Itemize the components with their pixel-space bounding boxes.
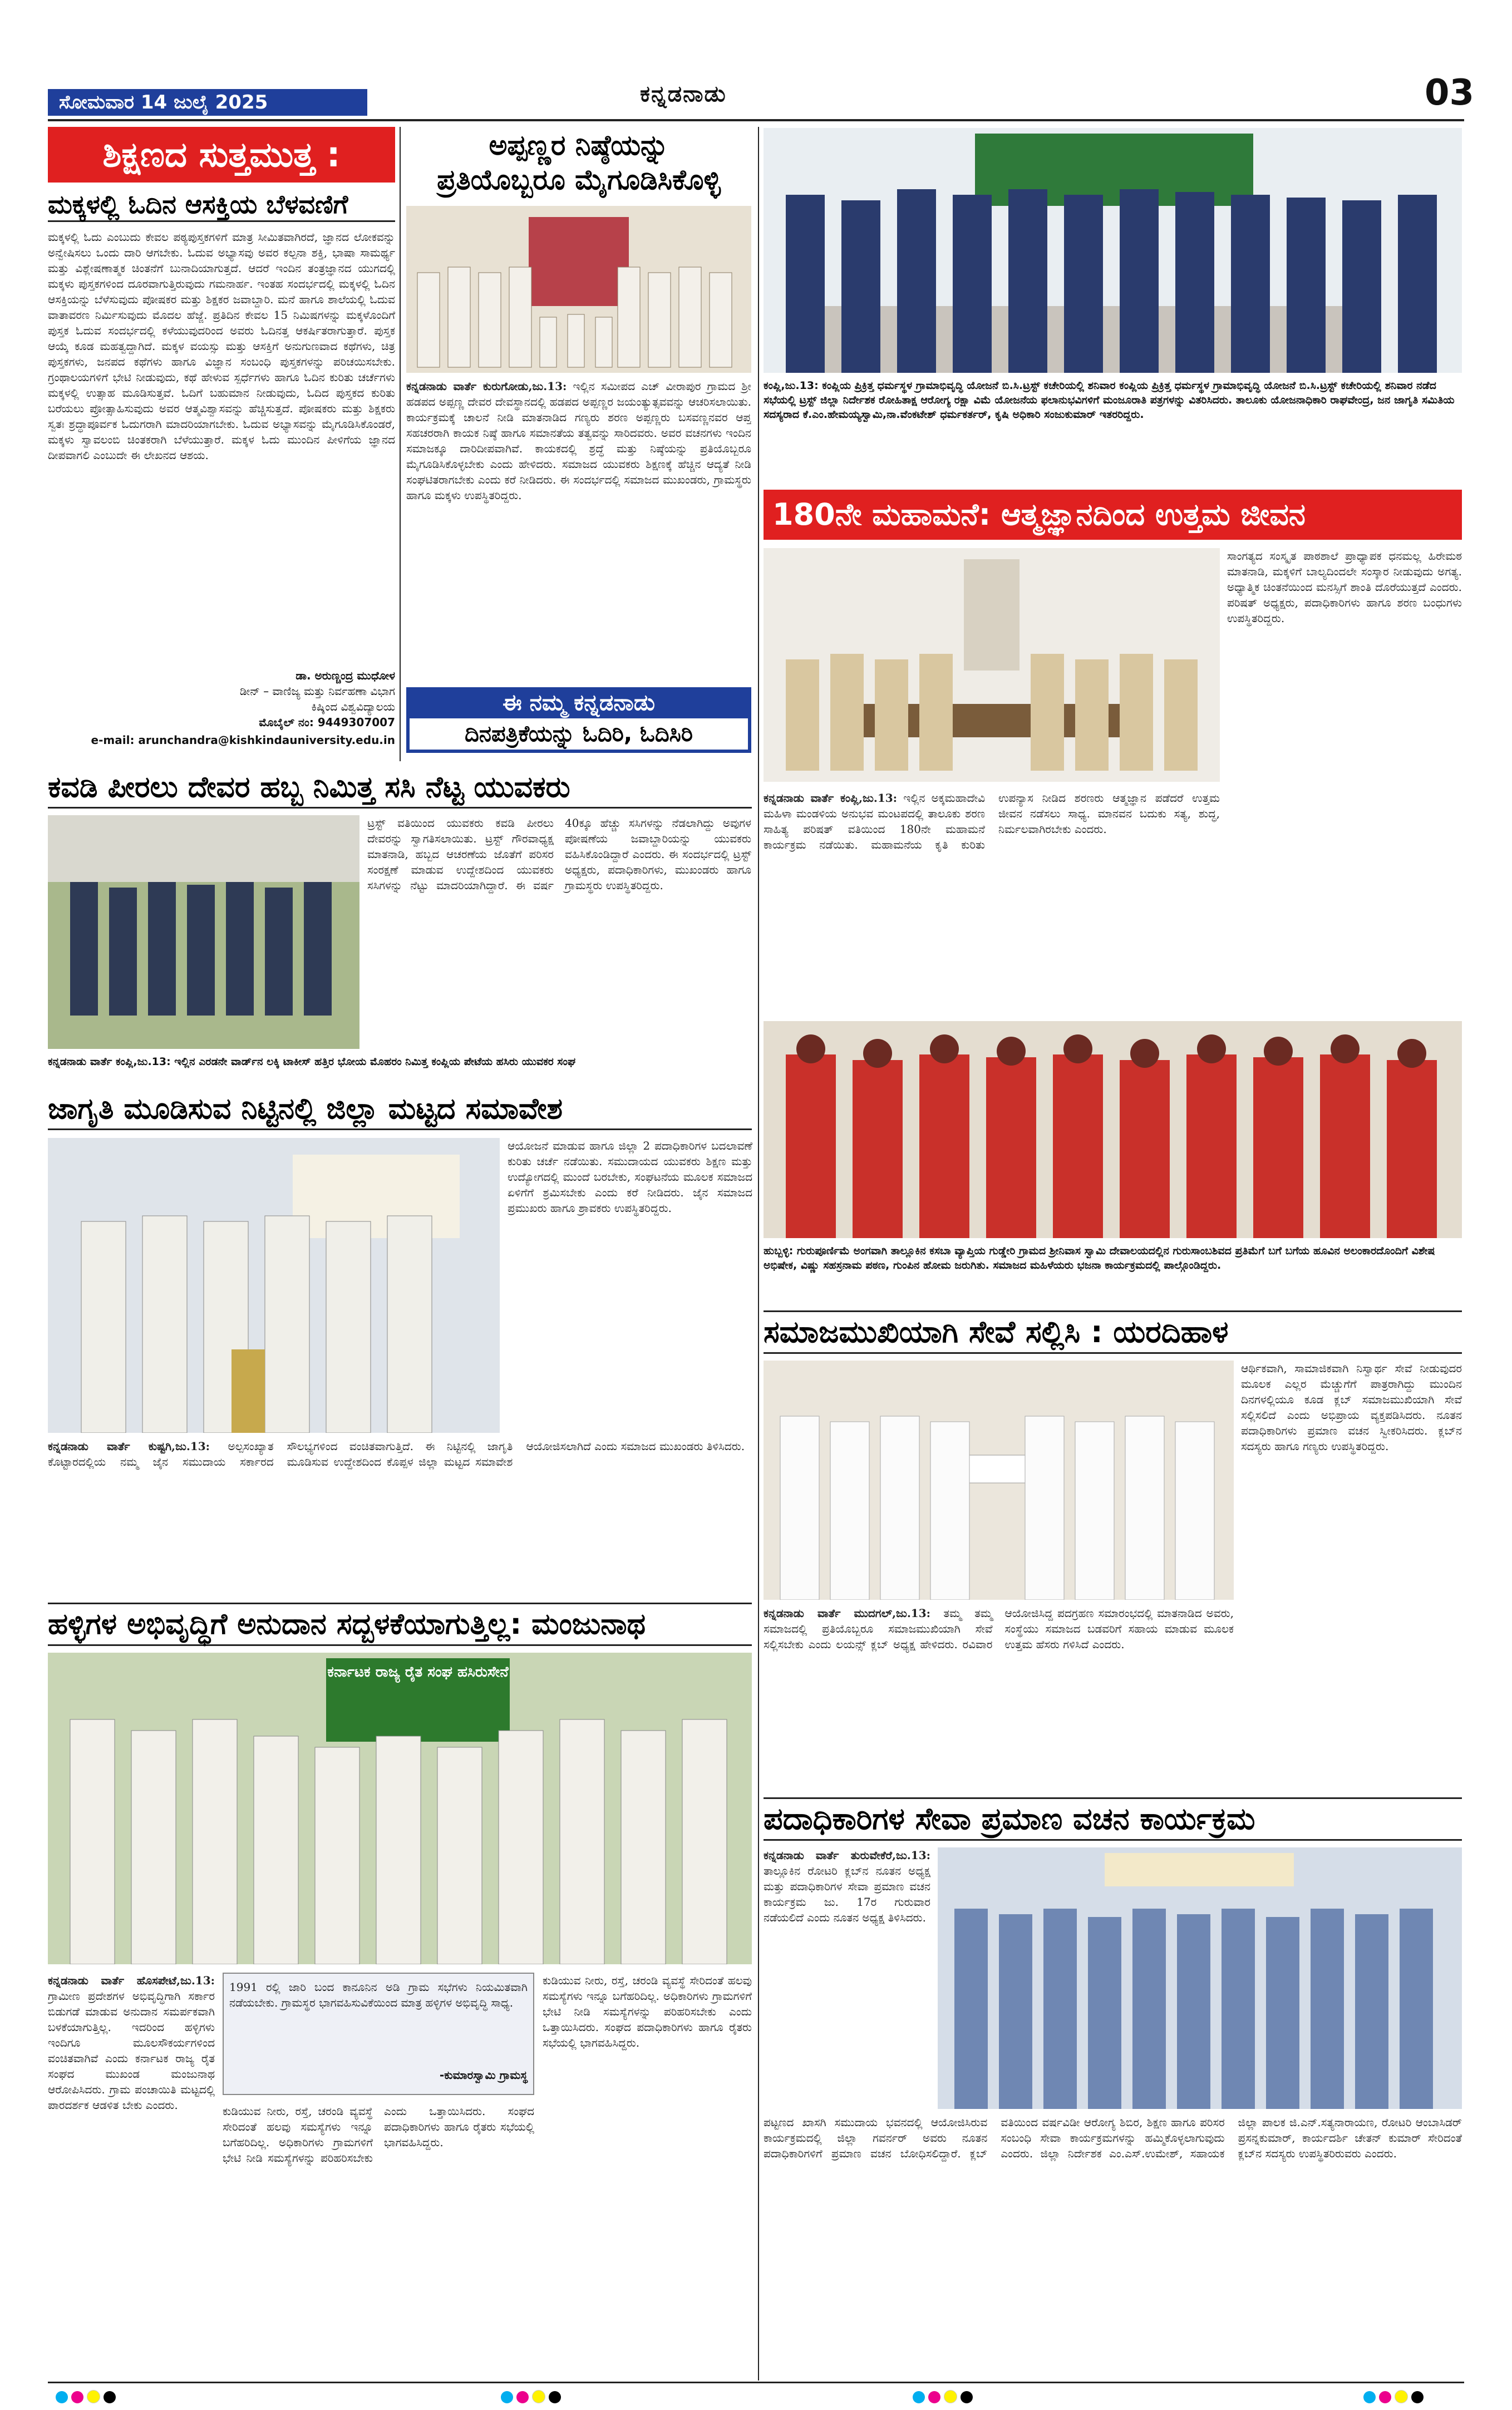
pledge-dateline: ಕನ್ನಡನಾಡು ವಾರ್ತೆ ತುರುವೇಕೆರೆ,ಜು.13: bbox=[764, 1849, 930, 1862]
jagruti-body-bottom bbox=[48, 1438, 752, 1594]
women-photo bbox=[764, 1021, 1462, 1238]
mahamane-body-right: ಸಾಂಗತ್ಯದ ಸಂಸ್ಕೃತ ಪಾಠಶಾಲೆ ಪ್ರಾಧ್ಯಾಪಕ ಧನಮಲ್ಲ ಹಿರೇಮಠ ಮಾತನಾಡಿ, ಮಕ್ಕಳಿಗೆ ಬಾಲ್ಯದಿಂದಲೇ ಸಂಸ್ಕಾರ ನೀಡುವುದು ಅಗತ್ಯ. ಅಧ್ಯಾತ್ಮಿಕ ಚಿಂತನೆಯಿಂದ ಮನಸ್ಸಿಗೆ ಶಾಂತಿ ದೊರೆಯುತ್ತದೆ ಎಂದರು. ಪರಿಷತ್ ಅಧ್ಯಕ್ಷರು, ಪದಾಧಿಕಾರಿಗಳು ಹಾಗೂ ಶರಣ ಬಂಧುಗಳು ಉಪಸ್ಥಿತರಿದ್ದರು. bbox=[1227, 549, 1462, 625]
manjunath-dateline: ಕನ್ನಡನಾಡು ವಾರ್ತೆ ಹೊಸಪೇಟೆ,ಜು.13: bbox=[48, 1974, 215, 1987]
pledge-text: ತಾಲ್ಲೂಕಿನ ರೋಟರಿ ಕ್ಲಬ್‌ನ ನೂತನ ಅಧ್ಯಕ್ಷ ಮತ್ತು ಪದಾಧಿಕಾರಿಗಳ ಸೇವಾ ಪ್ರಮಾಣ ವಚನ ಕಾರ್ಯಕ್ರಮ ಜು. 17ರ ಗುರುವಾರ ನಡೆಯಲಿದೆ ಎಂದು ನೂತನ ಅಧ್ಯಕ್ಷ ತಿಳಿಸಿದರು. bbox=[764, 1864, 930, 1924]
appanna-photo bbox=[406, 206, 751, 373]
jagruti-photo bbox=[48, 1138, 500, 1433]
column-rule bbox=[400, 127, 401, 761]
registration-marks-right bbox=[1363, 2390, 1427, 2406]
manjunath-text: ಗ್ರಾಮೀಣ ಪ್ರದೇಶಗಳ ಅಭಿವೃದ್ಧಿಗಾಗಿ ಸರ್ಕಾರ ಬಿಡುಗಡೆ ಮಾಡುವ ಅನುದಾನ ಸಮರ್ಪಕವಾಗಿ ಬಳಕೆಯಾಗುತ್ತಿಲ್ಲ. ಇದರಿಂದ ಹಳ್ಳಿಗಳು ಇಂದಿಗೂ ಮೂಲಸೌಕರ್ಯಗಳಿಂದ ವಂಚಿತವಾಗಿವೆ ಎಂದು ಕರ್ನಾಟಕ ರಾಜ್ಯ ರೈತ ಸಂಘದ ಮುಖಂಡ ಮಂಜುನಾಥ ಆರೋಪಿಸಿದರು. ಗ್ರಾಮ ಪಂಚಾಯಿತಿ ಮಟ್ಟದಲ್ಲಿ ಪಾರದರ್ಶಕ ಆಡಳಿತ ಬೇಕು ಎಂದರು. bbox=[48, 1989, 215, 2112]
subscribe-ad-line2: ದಿನಪತ್ರಿಕೆಯನ್ನು ಓದಿರಿ, ಓದಿಸಿರಿ bbox=[410, 718, 748, 750]
pledge-body-left bbox=[764, 1847, 930, 2109]
jagruti-text: ಅಲ್ಪಸಂಖ್ಯಾತ ಕೊಟ್ಟಾರದಲ್ಲಿಯ ನಮ್ಮ ಜೈನ ಸಮುದಾಯ ಸರ್ಕಾರದ ಸೌಲಭ್ಯಗಳಿಂದ ವಂಚಿತವಾಗುತ್ತಿದೆ. ಈ ನಿಟ್ಟಿನಲ್ಲಿ ಜಾಗೃತಿ ಮೂಡಿಸುವ ಉದ್ದೇಶದಿಂದ ಕೊಪ್ಪಳ ಜಿಲ್ಲಾ ಮಟ್ಟದ ಸಮಾವೇಶ ಆಯೋಜಿಸಲಾಗಿದೆ ಎಂದು ಸಮಾಜದ ಮುಖಂಡರು ತಿಳಿಸಿದರು. bbox=[48, 1440, 745, 1468]
manjunath-headline: ಹಳ್ಳಿಗಳ ಅಭಿವೃದ್ಧಿಗೆ ಅನುದಾನ ಸದ್ಬಳಕೆಯಾಗುತ್ತಿಲ್ಲ: ಮಂಜುನಾಥ bbox=[48, 1603, 752, 1646]
training-photo bbox=[764, 128, 1462, 373]
pledge-body2: ಪಟ್ಟಣದ ಖಾಸಗಿ ಸಮುದಾಯ ಭವನದಲ್ಲಿ ಆಯೋಜಿಸಿರುವ ಕಾರ್ಯಕ್ರಮದಲ್ಲಿ ಜಿಲ್ಲಾ ಗವರ್ನರ್ ಅವರು ನೂತನ ಪದಾಧಿಕಾರಿಗಳಿಗೆ ಪ್ರಮಾಣ ವಚನ ಬೋಧಿಸಲಿದ್ದಾರೆ. ಕ್ಲಬ್ ವತಿಯಿಂದ ವರ್ಷವಿಡೀ ಆರೋಗ್ಯ ಶಿಬಿರ, ಶಿಕ್ಷಣ ಹಾಗೂ ಪರಿಸರ ಸಂಬಂಧಿ ಸೇವಾ ಕಾರ್ಯಕ್ರಮಗಳನ್ನು ಹಮ್ಮಿಕೊಳ್ಳಲಾಗುವುದು ಎಂದರು. bbox=[764, 2116, 1225, 2160]
issue-date: ಸೋಮವಾರ 14 ಜುಲೈ 2025 bbox=[48, 89, 367, 116]
author-role: ಡೀನ್ – ವಾಣಿಜ್ಯ ಮತ್ತು ನಿರ್ವಹಣಾ ವಿಭಾಗ bbox=[239, 684, 395, 698]
manjunath-quote-box bbox=[223, 1973, 534, 2095]
samaja-body-right: ಆರ್ಥಿಕವಾಗಿ, ಸಾಮಾಜಿಕವಾಗಿ ನಿಸ್ವಾರ್ಥ ಸೇವೆ ನೀಡುವುದರ ಮೂಲಕ ಎಲ್ಲರ ಮೆಚ್ಚುಗೆಗೆ ಪಾತ್ರರಾಗಿದ್ದು ಮುಂದಿನ ದಿನಗಳಲ್ಲಿಯೂ ಕೂಡ ಕ್ಲಬ್ ಸಮಾಜಮುಖಿಯಾಗಿ ಸೇವೆ ಸಲ್ಲಿಸಲಿದೆ ಎಂದು ಅಭಿಪ್ರಾಯ ವ್ಯಕ್ತಪಡಿಸಿದರು. ನೂತನ ಪದಾಧಿಕಾರಿಗಳು ಪ್ರಮಾಣ ವಚನ ಸ್ವೀಕರಿಸಿದರು. ಕ್ಲಬ್‌ನ ಸದಸ್ಯರು ಹಾಗೂ ಗಣ್ಯರು ಉಪಸ್ಥಿತರಿದ್ದರು. bbox=[1241, 1362, 1462, 1453]
mahamane-photo bbox=[764, 548, 1220, 782]
kavadi-caption: ಕನ್ನಡನಾಡು ವಾರ್ತೆ ಕಂಪ್ಲಿ,ಜು.13: ಇಲ್ಲಿನ ಎರಡನೇ ವಾರ್ಡ್‌ನ ಲಕ್ಕಿ ಟಾಕೀಸ್ ಹತ್ತಿರ ಭೋಯ ಮೊಹರಂ ನಿಮಿತ್ತ ಕಂಪ್ಲಿಯ ಪೇಟೆಯ ಹಸಿರು ಯುವಕರ ಸಂಘ bbox=[48, 1056, 576, 1068]
appanna-dateline: ಕನ್ನಡನಾಡು ವಾರ್ತೆ ಕುರುಗೋಡು,ಜು.13: bbox=[406, 380, 567, 393]
subscribe-ad-line1: ಈ ನಮ್ಮ ಕನ್ನಡನಾಡು bbox=[503, 690, 655, 716]
jagruti-headline: ಜಾಗೃತಿ ಮೂಡಿಸುವ ನಿಟ್ಟಿನಲ್ಲಿ ಜಿಲ್ಲಾ ಮಟ್ಟದ ಸಮಾವೇಶ bbox=[48, 1090, 752, 1130]
kavadi-photo bbox=[48, 815, 359, 1049]
pledge-body3: ಜಿಲ್ಲಾ ನಿರ್ದೇಶಕ ಎಂ.ಎಸ್.ಉಮೇಶ್, ಸಹಾಯಕ ಜಿಲ್ಲಾ ಪಾಲಕ ಜಿ.ಎನ್.ಸತ್ಯನಾರಾಯಣ, ರೋಟರಿ ಆಂಬಾಸಿಡರ್ ಪ್ರಸನ್ನಕುಮಾರ್, ಕಾರ್ಯದರ್ಶಿ ಚೇತನ್ ಕುಮಾರ್ ಸೇರಿದಂತೆ ಕ್ಲಬ್‌ನ ಸದಸ್ಯರು ಉಪಸ್ಥಿತರಿರುವರು ಎಂದರು. bbox=[1040, 2116, 1462, 2160]
mahamane-body-left bbox=[764, 790, 1220, 1013]
appanna-headline-line1: ಅಪ್ಪಣ್ಣರ ನಿಷ್ಠೆಯನ್ನು bbox=[489, 129, 669, 161]
manjunath-quote-author: -ಕುಮಾರಸ್ವಾಮಿ ಗ್ರಾಮಸ್ಥ bbox=[439, 2068, 528, 2082]
appanna-headline-line2: ಪ್ರತಿಯೊಬ್ಬರೂ ಮೈಗೂಡಿಸಿಕೊಳ್ಳಿ bbox=[437, 164, 721, 196]
author-phone: ಮೊಬೈಲ್ ನಂ: 9449307007 bbox=[259, 716, 395, 729]
kavadi-headline: ಕವಡಿ ಪೀರಲು ದೇವರ ಹಬ್ಬ ನಿಮಿತ್ತ ಸಸಿ ನೆಟ್ಟ ಯುವಕರು bbox=[48, 768, 752, 809]
footer-rule bbox=[48, 2382, 1464, 2383]
education-headline: ಮಕ್ಕಳಲ್ಲಿ ಓದಿನ ಆಸಕ್ತಿಯ ಬೆಳವಣಿಗೆ bbox=[48, 188, 395, 222]
jagruti-body-right: ಆಯೋಜನೆ ಮಾಡುವ ಹಾಗೂ ಜಿಲ್ಲಾ 2 ಪದಾಧಿಕಾರಿಗಳ ಬದಲಾವಣೆ ಕುರಿತು ಚರ್ಚೆ ನಡೆಯಿತು. ಸಮುದಾಯದ ಯುವಕರು ಶಿಕ್ಷಣ ಮತ್ತು ಉದ್ಯೋಗದಲ್ಲಿ ಮುಂದೆ ಬರಬೇಕು, ಸಂಘಟನೆಯ ಮೂಲಕ ಸಮಾಜದ ಏಳಿಗೆಗೆ ಶ್ರಮಿಸಬೇಕು ಎಂದು ಕರೆ ನೀಡಿದರು. ಜೈನ ಸಮಾಜದ ಪ್ರಮುಖರು ಹಾಗೂ ಶ್ರಾವಕರು ಉಪಸ್ಥಿತರಿದ್ದರು. bbox=[508, 1139, 752, 1215]
women-caption: ಹುಬ್ಬಳ್ಳಿ: ಗುರುಪೂರ್ಣಿಮೆ ಅಂಗವಾಗಿ ತಾಲ್ಲೂಕಿನ ಕಸಬಾ ವ್ಯಾಪ್ತಿಯ ಗುಡ್ಡೇರಿ ಗ್ರಾಮದ ಶ್ರೀನಿವಾಸ ಸ್ವಾಮಿ ದೇವಾಲಯದಲ್ಲಿನ ಗುರುಸಾಂಬಶಿವದ ಪ್ರತಿಮೆಗೆ ಬಗೆ ಬಗೆಯ ಹೂವಿನ ಅಲಂಕಾರದೊಂದಿಗೆ ವಿಶೇಷ ಅಭಿಷೇಕ, ವಿಷ್ಣು ಸಹಸ್ರನಾಮ ಪಠಣ, ಗುಂಪಿನ ಹೋಮ ಜರುಗಿತು. ಸಮಾಜದ ಮಹಿಳೆಯರು ಭಜನಾ ಕಾರ್ಯಕ್ರಮದಲ್ಲಿ ಪಾಲ್ಗೊಂಡಿದ್ದರು. bbox=[764, 1245, 1435, 1271]
samaja-body-bottom bbox=[764, 1605, 1234, 1789]
manjunath-photo bbox=[48, 1653, 752, 1964]
jagruti-dateline: ಕನ್ನಡನಾಡು ವಾರ್ತೆ ಕುಷ್ಟಗಿ,ಜು.13: bbox=[48, 1440, 210, 1453]
subscribe-ad bbox=[406, 687, 751, 753]
author-email: e-mail: arunchandra@kishkindauniversity.edu.in bbox=[91, 733, 395, 747]
kavadi-body: ಟ್ರಸ್ಟ್ ವತಿಯಿಂದ ಯುವಕರು ಕವಡಿ ಪೀರಲು ದೇವರನ್ನು ಸ್ವಾಗತಿಸಲಾಯಿತು. ಟ್ರಸ್ಟ್ ಗೌರವಾಧ್ಯಕ್ಷ ಮಾತನಾಡಿ, ಹಬ್ಬದ ಆಚರಣೆಯ ಜೊತೆಗೆ ಪರಿಸರ ಸಂರಕ್ಷಣೆ ಮಾಡುವ ಉದ್ದೇಶದಿಂದ ಯುವಕರು ಸಸಿಗಳನ್ನು ನೆಟ್ಟು ಮಾದರಿಯಾಗಿದ್ದಾರೆ. ಈ ವರ್ಷ 40ಕ್ಕೂ ಹೆಚ್ಚು ಸಸಿಗಳನ್ನು ನೆಡಲಾಗಿದ್ದು ಅವುಗಳ ಪೋಷಣೆಯ ಜವಾಬ್ದಾರಿಯನ್ನು ಯುವಕರು ವಹಿಸಿಕೊಂಡಿದ್ದಾರೆ ಎಂದರು. ಈ ಸಂದರ್ಭದಲ್ಲಿ ಟ್ರಸ್ಟ್ ಅಧ್ಯಕ್ಷರು, ಪದಾಧಿಕಾರಿಗಳು, ಮುಖಂಡರು ಹಾಗೂ ಗ್ರಾಮಸ್ಥರು ಉಪಸ್ಥಿತರಿದ್ದರು. bbox=[367, 816, 751, 892]
header-rule bbox=[48, 119, 1464, 121]
samaja-headline: ಸಮಾಜಮುಖಿಯಾಗಿ ಸೇವೆ ಸಲ್ಲಿಸಿ : ಯರದಿಹಾಳ bbox=[764, 1310, 1462, 1354]
section-banner: ಶಿಕ್ಷಣದ ಸುತ್ತಮುತ್ತ : bbox=[48, 127, 395, 183]
education-author-block bbox=[167, 668, 395, 730]
page-number: 03 bbox=[1425, 72, 1475, 114]
column-rule bbox=[758, 127, 759, 2381]
pledge-body-bottom bbox=[764, 2115, 1462, 2376]
manjunath-body-right: ಕುಡಿಯುವ ನೀರು, ರಸ್ತೆ, ಚರಂಡಿ ವ್ಯವಸ್ಥೆ ಸೇರಿದಂತೆ ಹಲವು ಸಮಸ್ಯೆಗಳು ಇನ್ನೂ ಬಗೆಹರಿದಿಲ್ಲ. ಅಧಿಕಾರಿಗಳು ಗ್ರಾಮಗಳಿಗೆ ಭೇಟಿ ನೀಡಿ ಸಮಸ್ಯೆಗಳನ್ನು ಪರಿಹರಿಸಬೇಕು ಎಂದು ಒತ್ತಾಯಿಸಿದರು. ಸಂಘದ ಪದಾಧಿಕಾರಿಗಳು ಹಾಗೂ ರೈತರು ಸಭೆಯಲ್ಲಿ ಭಾಗವಹಿಸಿದ್ದರು. bbox=[543, 1974, 752, 2049]
author-university: ಕಿಷ್ಕಿಂದ ವಿಶ್ವವಿದ್ಯಾಲಯ bbox=[311, 700, 395, 713]
mahamane-headline: 180ನೇ ಮಹಾಮನೆ: ಆತ್ಮಜ್ಞಾನದಿಂದ ಉತ್ತಮ ಜೀವನ bbox=[772, 497, 1306, 532]
registration-marks-center-right bbox=[913, 2390, 976, 2406]
samaja-text: ತಮ್ಮ ತಮ್ಮ ಸಮಾಜದಲ್ಲಿ ಪ್ರತಿಯೊಬ್ಬರೂ ಸಮಾಜಮುಖಿಯಾಗಿ ಸೇವೆ ಸಲ್ಲಿಸಬೇಕು ಎಂದು ಲಯನ್ಸ್ ಕ್ಲಬ್ ಅಧ್ಯಕ್ಷ ಹೇಳಿದರು. ರವಿವಾರ ಆಯೋಜಿಸಿದ್ದ ಪದಗ್ರಹಣ ಸಮಾರಂಭದಲ್ಲಿ ಮಾತನಾಡಿದ ಅವರು, ಸಂಸ್ಥೆಯು ಸಮಾಜದ ಬಡವರಿಗೆ ಸಹಾಯ ಮಾಡುವ ಮೂಲಕ ಉತ್ತಮ ಹೆಸರು ಗಳಿಸಿದೆ ಎಂದರು. bbox=[764, 1606, 1234, 1651]
samaja-photo bbox=[764, 1361, 1234, 1600]
appanna-headline bbox=[406, 128, 751, 197]
pledge-photo bbox=[938, 1847, 1462, 2109]
manjunath-quote: 1991 ರಲ್ಲಿ ಜಾರಿ ಬಂದ ಕಾನೂನಿನ ಅಡಿ ಗ್ರಾಮ ಸಭೆಗಳು ನಿಯಮಿತವಾಗಿ ನಡೆಯಬೇಕು. ಗ್ರಾಮಸ್ಥರ ಭಾಗವಹಿಸುವಿಕೆಯಿಂದ ಮಾತ್ರ ಹಳ್ಳಿಗಳ ಅಭಿವೃದ್ಧಿ ಸಾಧ್ಯ. bbox=[229, 1980, 528, 2009]
manjunath-body-mid: ಕುಡಿಯುವ ನೀರು, ರಸ್ತೆ, ಚರಂಡಿ ವ್ಯವಸ್ಥೆ ಸೇರಿದಂತೆ ಹಲವು ಸಮಸ್ಯೆಗಳು ಇನ್ನೂ ಬಗೆಹರಿದಿಲ್ಲ. ಅಧಿಕಾರಿಗಳು ಗ್ರಾಮಗಳಿಗೆ ಭೇಟಿ ನೀಡಿ ಸಮಸ್ಯೆಗಳನ್ನು ಪರಿಹರಿಸಬೇಕು ಎಂದು ಒತ್ತಾಯಿಸಿದರು. ಸಂಘದ ಪದಾಧಿಕಾರಿಗಳು ಹಾಗೂ ರೈತರು ಸಭೆಯಲ್ಲಿ ಭಾಗವಹಿಸಿದ್ದರು. bbox=[223, 2105, 534, 2165]
mahamane-headline-box bbox=[764, 490, 1462, 540]
manjunath-photo-banner-text: ಕರ್ನಾಟಕ ರಾಜ್ಯ ರೈತ ಸಂಘ ಹಸಿರುಸೇನೆ bbox=[327, 1664, 509, 1680]
education-body: ಮಕ್ಕಳಲ್ಲಿ ಓದು ಎಂಬುದು ಕೇವಲ ಪಠ್ಯಪುಸ್ತಕಗಳಿಗೆ ಮಾತ್ರ ಸೀಮಿತವಾಗಿರದೆ, ಜ್ಞಾನದ ಲೋಕವನ್ನು ಅನ್ವೇಷಿಸಲು ಒಂದು ದಾರಿ ಆಗಬೇಕು. ಓದುವ ಅಭ್ಯಾಸವು ಅವರ ಕಲ್ಪನಾ ಶಕ್ತಿ, ಭಾಷಾ ಸಾಮರ್ಥ್ಯ ಮತ್ತು ವಿಶ್ಲೇಷಣಾತ್ಮಕ ಚಿಂತನೆಗೆ ಬುನಾದಿಯಾಗುತ್ತದೆ. ಆದರೆ ಇಂದಿನ ತಂತ್ರಜ್ಞಾನದ ಯುಗದಲ್ಲಿ ಮಕ್ಕಳು ಪುಸ್ತಕಗಳಿಂದ ದೂರವಾಗುತ್ತಿರುವುದು ಗಮನಾರ್ಹ. ಇಂತಹ ಸಂದರ್ಭದಲ್ಲಿ ಮಕ್ಕಳಲ್ಲಿ ಓದಿನ ಆಸಕ್ತಿಯನ್ನು ಬೆಳೆಸುವುದು ಪೋಷಕರ ಮತ್ತು ಶಿಕ್ಷಕರ ಜವಾಬ್ದಾರಿ. ಮನೆ ಹಾಗೂ ಶಾಲೆಯಲ್ಲಿ ಓದುವ ವಾತಾವರಣ ನಿರ್ಮಿಸುವುದು ಮೊದಲ ಹೆಜ್ಜೆ. ಪ್ರತಿದಿನ ಕೇವಲ 15 ನಿಮಿಷಗಳನ್ನು ಮಕ್ಕಳೊಂದಿಗೆ ಪುಸ್ತಕ ಓದುವ ಸಂದರ್ಭದಲ್ಲಿ ಕಳೆಯುವುದರಿಂದ ಅವರು ಓದಿನತ್ತ ಆಕರ್ಷಿತರಾಗುತ್ತಾರೆ. ಪುಸ್ತಕ ಆಯ್ಕೆ ಕೂಡ ಮಹತ್ವದ್ದಾಗಿದೆ. ಮಕ್ಕಳ ವಯಸ್ಸು ಮತ್ತು ಆಸಕ್ತಿಗೆ ಅನುಗುಣವಾದ ಕಥೆಗಳು, ಚಿತ್ರ ಪುಸ್ತಕಗಳು, ಜನಪದ ಕಥೆಗಳು ಹಾಗೂ ವಿಜ್ಞಾನ ಸಂಬಂಧಿ ಪುಸ್ತಕಗಳನ್ನು ಪರಿಚಯಿಸಬೇಕು. ಗ್ರಂಥಾಲಯಗಳಿಗೆ ಭೇಟಿ ನೀಡುವುದು, ಕಥೆ ಹೇಳುವ ಸ್ಪರ್ಧೆಗಳು ಹಾಗೂ ಓದಿನ ಕುರಿತು ಚರ್ಚೆಗಳು ಮಕ್ಕಳಲ್ಲಿ ಉತ್ಸಾಹ ಮೂಡಿಸುತ್ತವೆ. ಓದಿಗೆ ಬಹುಮಾನ ನೀಡುವುದು, ಓದಿದ ಪುಸ್ತಕದ ಕುರಿತು ಬರೆಯಲು ಪ್ರೋತ್ಸಾಹಿಸುವುದು ಅವರ ಆತ್ಮವಿಶ್ವಾಸವನ್ನು ಹೆಚ್ಚಿಸುತ್ತದೆ. ಪೋಷಕರು ಮತ್ತು ಶಿಕ್ಷಕರು ಸ್ವತಃ ಶ್ರದ್ಧಾಪೂರ್ವಕ ಓದುಗರಾಗಿ ಮಾದರಿಯಾಗಬೇಕು. ಓದುವ ಅಭ್ಯಾಸವನ್ನು ಮೈಗೂಡಿಸಿಕೊಂಡರೆ, ಮಕ್ಕಳು ಸ್ವಾವಲಂಬಿ ಚಿಂತಕರಾಗಿ ಬೆಳೆಯುತ್ತಾರೆ. ಮಕ್ಕಳ ಓದು ಮುಂದಿನ ಪೀಳಿಗೆಯ ಜ್ಞಾನದ ದೀಪವಾಗಲಿ ಎಂಬುದೇ ಈ ಲೇಖನದ ಆಶಯ. bbox=[48, 230, 395, 462]
appanna-text: ಇಲ್ಲಿನ ಸಮೀಪದ ಎಚ್ ವೀರಾಪುರ ಗ್ರಾಮದ ಶ್ರೀ ಹಡಪದ ಅಪ್ಪಣ್ಣ ದೇವರ ದೇವಸ್ಥಾನದಲ್ಲಿ ಹಡಪದ ಅಪ್ಪಣ್ಣರ ಜಯಂತ್ಯುತ್ಸವವನ್ನು ಆಚರಿಸಲಾಯಿತು. ಕಾರ್ಯಕ್ರಮಕ್ಕೆ ಚಾಲನೆ ನೀಡಿ ಮಾತನಾಡಿದ ಗಣ್ಯರು ಶರಣ ಅಪ್ಪಣ್ಣರು ಬಸವಣ್ಣನವರ ಆಪ್ತ ಸಹಚರರಾಗಿ ಕಾಯಕ ನಿಷ್ಠೆ ಹಾಗೂ ಸಮಾನತೆಯ ತತ್ವವನ್ನು ಸಾರಿದವರು. ಅವರ ವಚನಗಳು ಇಂದಿನ ಸಮಾಜಕ್ಕೂ ದಾರಿದೀಪವಾಗಿವೆ. ಕಾಯಕದಲ್ಲಿ ಶ್ರದ್ಧೆ ಮತ್ತು ನಿಷ್ಠೆಯನ್ನು ಪ್ರತಿಯೊಬ್ಬರೂ ಮೈಗೂಡಿಸಿಕೊಳ್ಳಬೇಕು ಎಂದು ಹೇಳಿದರು. ಸಮಾಜದ ಯುವಕರು ಶಿಕ್ಷಣಕ್ಕೆ ಹೆಚ್ಚಿನ ಆದ್ಯತೆ ನೀಡಿ ಸಂಘಟಿತರಾಗಬೇಕು ಎಂದು ಕರೆ ನೀಡಿದರು. ಈ ಸಂದರ್ಭದಲ್ಲಿ ಸಮಾಜದ ಮುಖಂಡರು, ಗ್ರಾಮಸ್ಥರು ಹಾಗೂ ಮಕ್ಕಳು ಉಪಸ್ಥಿತರಿದ್ದರು. bbox=[406, 380, 751, 502]
training-caption: ಕಂಪ್ಲಿ,ಜು.13: ಕಂಪ್ಲಿಯ ಪ್ರಿಕ್ರಿತ್ತ ಧರ್ಮಸ್ಥಳ ಗ್ರಾಮಾಭಿವೃದ್ಧಿ ಯೋಜನೆ ಬಿ.ಸಿ.ಟ್ರಸ್ಟ್ ಕಚೇರಿಯಲ್ಲಿ ಶನಿವಾರ ಕಂಪ್ಲಿಯ ಪ್ರಿಕ್ರಿತ್ತ ಧರ್ಮಸ್ಥಳ ಗ್ರಾಮಾಭಿವೃದ್ಧಿ ಯೋಜನೆ ಬಿ.ಸಿ.ಟ್ರಸ್ಟ್ ಕಚೇರಿಯಲ್ಲಿ ಶನಿವಾರ ನಡೆದ ಸಭೆಯಲ್ಲಿ ಟ್ರಸ್ಟ್ ಜಿಲ್ಲಾ ನಿರ್ದೇಶಕ ರೋಹಿತಾಕ್ಷ ಆರೋಗ್ಯ ರಕ್ಷಾ ವಿಮೆ ಯೋಜನೆಯ ಫಲಾನುಭವಿಗಳಿಗೆ ಮಂಜೂರಾತಿ ಪತ್ರಗಳನ್ನು ವಿತರಿಸಿದರು. ತಾಲೂಕು ಯೋಜನಾಧಿಕಾರಿ ರಾಘವೇಂದ್ರ, ಜನ ಜಾಗೃತಿ ಸಮಿತಿಯ ಸದಸ್ಯರಾದ ಕೆ.ಎಂ.ಹೇಮಯ್ಯಸ್ವಾಮಿ,ನಾ.ವೆಂಕಟೇಶ್ ಧರ್ಮಕರ್ತರ್, ಕೃಷಿ ಅಧಿಕಾರಿ ಸಂಜುಕುಮಾರ್ ಇತರರಿದ್ದರು. bbox=[764, 380, 1455, 421]
appanna-body bbox=[406, 378, 751, 679]
registration-marks-left bbox=[56, 2390, 119, 2406]
manjunath-body-left bbox=[48, 1973, 215, 2373]
masthead: ಕನ್ನಡನಾಡು bbox=[640, 81, 727, 107]
author-name: ಡಾ. ಅರುಣ್ಚಂದ್ರ ಮುಧೋಳ bbox=[295, 669, 395, 682]
mahamane-text: ಇಲ್ಲಿನ ಅಕ್ಕಮಹಾದೇವಿ ಮಹಿಳಾ ಮಂಡಳಿಯ ಅನುಭವ ಮಂಟಪದಲ್ಲಿ ತಾಲೂಕು ಶರಣ ಸಾಹಿತ್ಯ ಪರಿಷತ್ ವತಿಯಿಂದ 180ನೇ ಮಹಾಮನೆ ಕಾರ್ಯಕ್ರಮ ನಡೆಯಿತು. ಮಹಾಮನೆಯ ಕೃತಿ ಕುರಿತು ಉಪನ್ಯಾಸ ನೀಡಿದ ಶರಣರು ಆತ್ಮಜ್ಞಾನ ಪಡೆದರೆ ಉತ್ತಮ ಜೀವನ ನಡೆಸಲು ಸಾಧ್ಯ. ಮಾನವನ ಬದುಕು ಸತ್ಯ, ಶುದ್ಧ, ನಿರ್ಮಲವಾಗಿರಬೇಕು ಎಂದರು. bbox=[764, 791, 1220, 851]
registration-marks-center-left bbox=[501, 2390, 564, 2406]
samaja-dateline: ಕನ್ನಡನಾಡು ವಾರ್ತೆ ಮುದಗಲ್,ಜು.13: bbox=[764, 1606, 931, 1620]
pledge-headline: ಪದಾಧಿಕಾರಿಗಳ ಸೇವಾ ಪ್ರಮಾಣ ವಚನ ಕಾರ್ಯಕ್ರಮ bbox=[764, 1797, 1462, 1841]
mahamane-dateline: ಕನ್ನಡನಾಡು ವಾರ್ತೆ ಕಂಪ್ಲಿ,ಜು.13: bbox=[764, 791, 898, 805]
